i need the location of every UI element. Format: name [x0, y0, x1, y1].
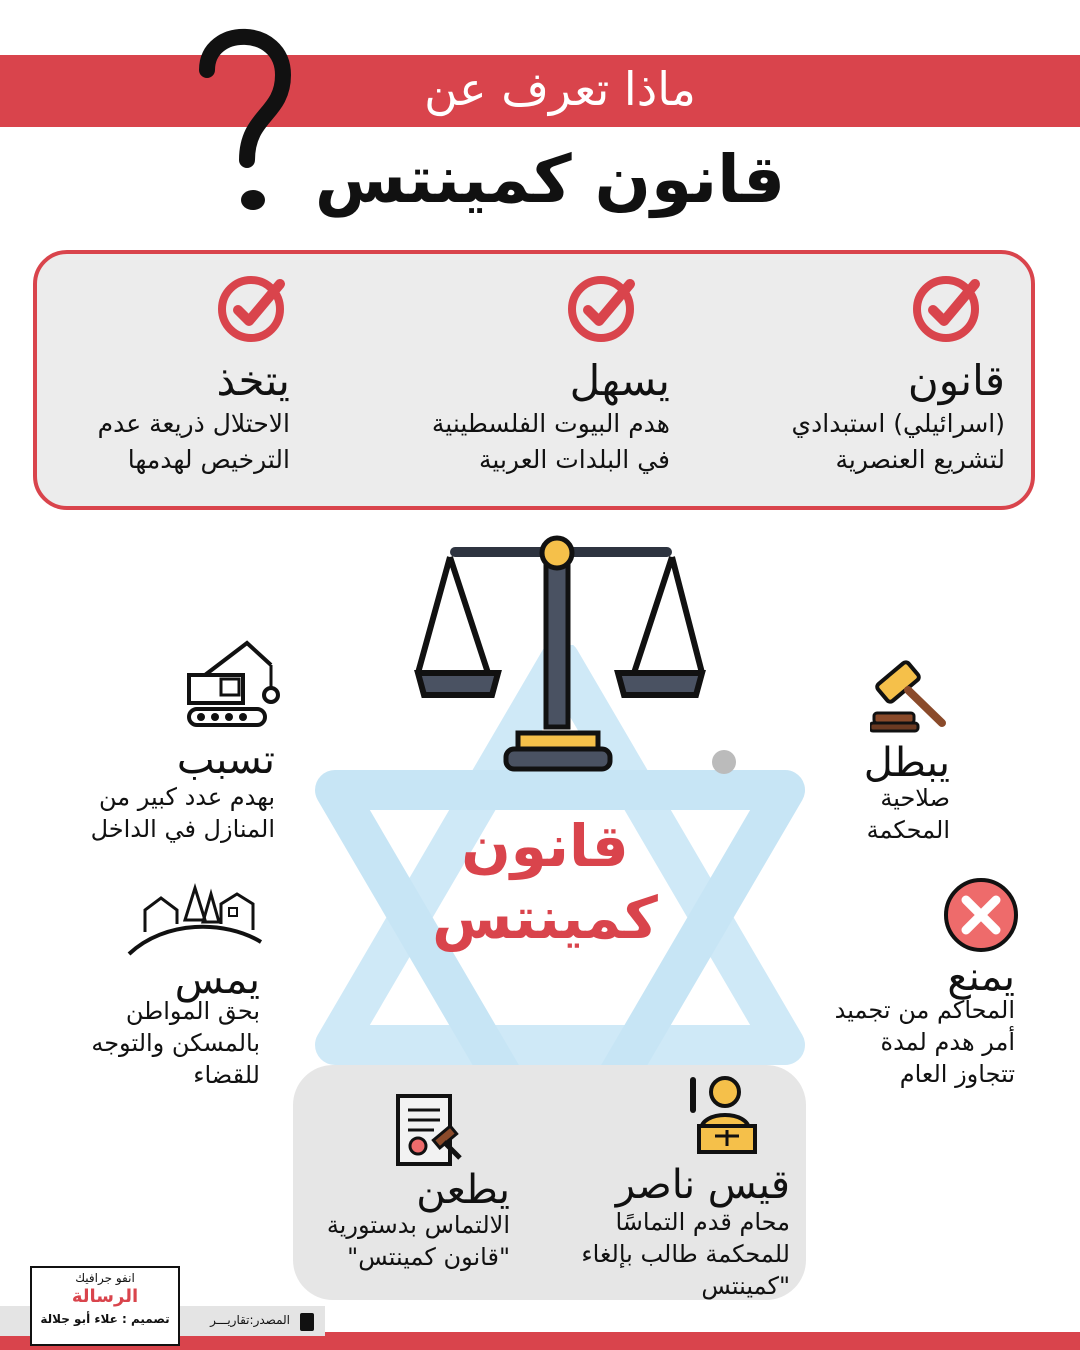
item-title: تسبب [176, 737, 275, 783]
item-line: تتجاوز العام [899, 1060, 1015, 1088]
gavel-icon [870, 655, 950, 733]
point-title: قانون [907, 356, 1005, 405]
houses-icon [125, 880, 265, 960]
legal-document-icon [388, 1092, 468, 1168]
item-line: المحاكم من تجميد [834, 996, 1015, 1024]
x-circle-icon [942, 876, 1020, 954]
right-item-invalidates [800, 738, 950, 848]
point-card-takes [0, 270, 300, 500]
item-line: للمحكمة طالب بإلغاء [581, 1240, 790, 1268]
document-icon [298, 1312, 316, 1332]
item-line: "قانون كمينتس" [347, 1243, 510, 1271]
bottom-item-appeals [300, 1165, 510, 1275]
center-title-line1: قانون [461, 812, 629, 880]
item-line: للقضاء [193, 1061, 260, 1089]
right-item-prevents [770, 952, 1015, 1092]
point-title: يتخذ [216, 356, 290, 405]
item-line: بالمسكن والتوجه [91, 1029, 260, 1057]
item-line: المحكمة [866, 816, 950, 844]
bottom-item-lawyer [555, 1160, 790, 1300]
point-line: الترخيص لهدمها [127, 445, 290, 474]
item-title: يمنع [947, 954, 1015, 1000]
logo-brand: الرسالة [71, 1286, 139, 1307]
item-title: يمس [174, 957, 260, 1003]
point-line: (اسرائيلي) استبدادي [791, 409, 1005, 438]
page-title: قانون كمينتس [314, 141, 786, 218]
design-credit: تصميم : علاء أبو جلالة [40, 1312, 170, 1326]
left-item-caused [60, 735, 275, 845]
item-line: "كمينتس [701, 1272, 790, 1300]
item-line: محام قدم التماسًا [615, 1208, 790, 1236]
lawyer-icon [685, 1070, 760, 1158]
point-line: في البلدات العربية [479, 445, 670, 474]
question-mark-icon [185, 20, 295, 210]
center-title-line2: كمينتس [432, 884, 658, 952]
point-line: هدم البيوت الفلسطينية [431, 409, 670, 438]
source-label: المصدر:تقاريـــر [210, 1313, 290, 1327]
item-line: بهدم عدد كبير من [99, 783, 275, 811]
item-line: المنازل في الداخل [90, 815, 275, 843]
item-line: أمر هدم لمدة [880, 1028, 1015, 1056]
decorative-dot [712, 750, 736, 774]
item-title: قيس ناصر [615, 1162, 790, 1208]
point-card-facilitates [370, 270, 670, 500]
left-item-affects [55, 955, 260, 1095]
check-icon [216, 270, 290, 344]
point-line: لتشريع العنصرية [835, 445, 1005, 474]
item-line: الالتماس بدستورية [326, 1211, 510, 1239]
check-icon [911, 270, 985, 344]
point-line: الاحتلال ذريعة عدم [97, 409, 290, 438]
scales-of-justice-icon [410, 535, 710, 775]
item-line: صلاحية [880, 784, 950, 812]
point-title: يسهل [569, 356, 670, 405]
logo-caption: انفو جرافيك [75, 1271, 135, 1285]
point-card-law [705, 270, 1005, 500]
excavator-icon [185, 635, 280, 730]
check-icon [566, 270, 640, 344]
header-subtitle: ماذا تعرف عن [424, 62, 696, 116]
item-line: بحق المواطن [125, 997, 260, 1025]
item-title: يبطل [863, 740, 950, 786]
item-title: يطعن [416, 1167, 510, 1213]
